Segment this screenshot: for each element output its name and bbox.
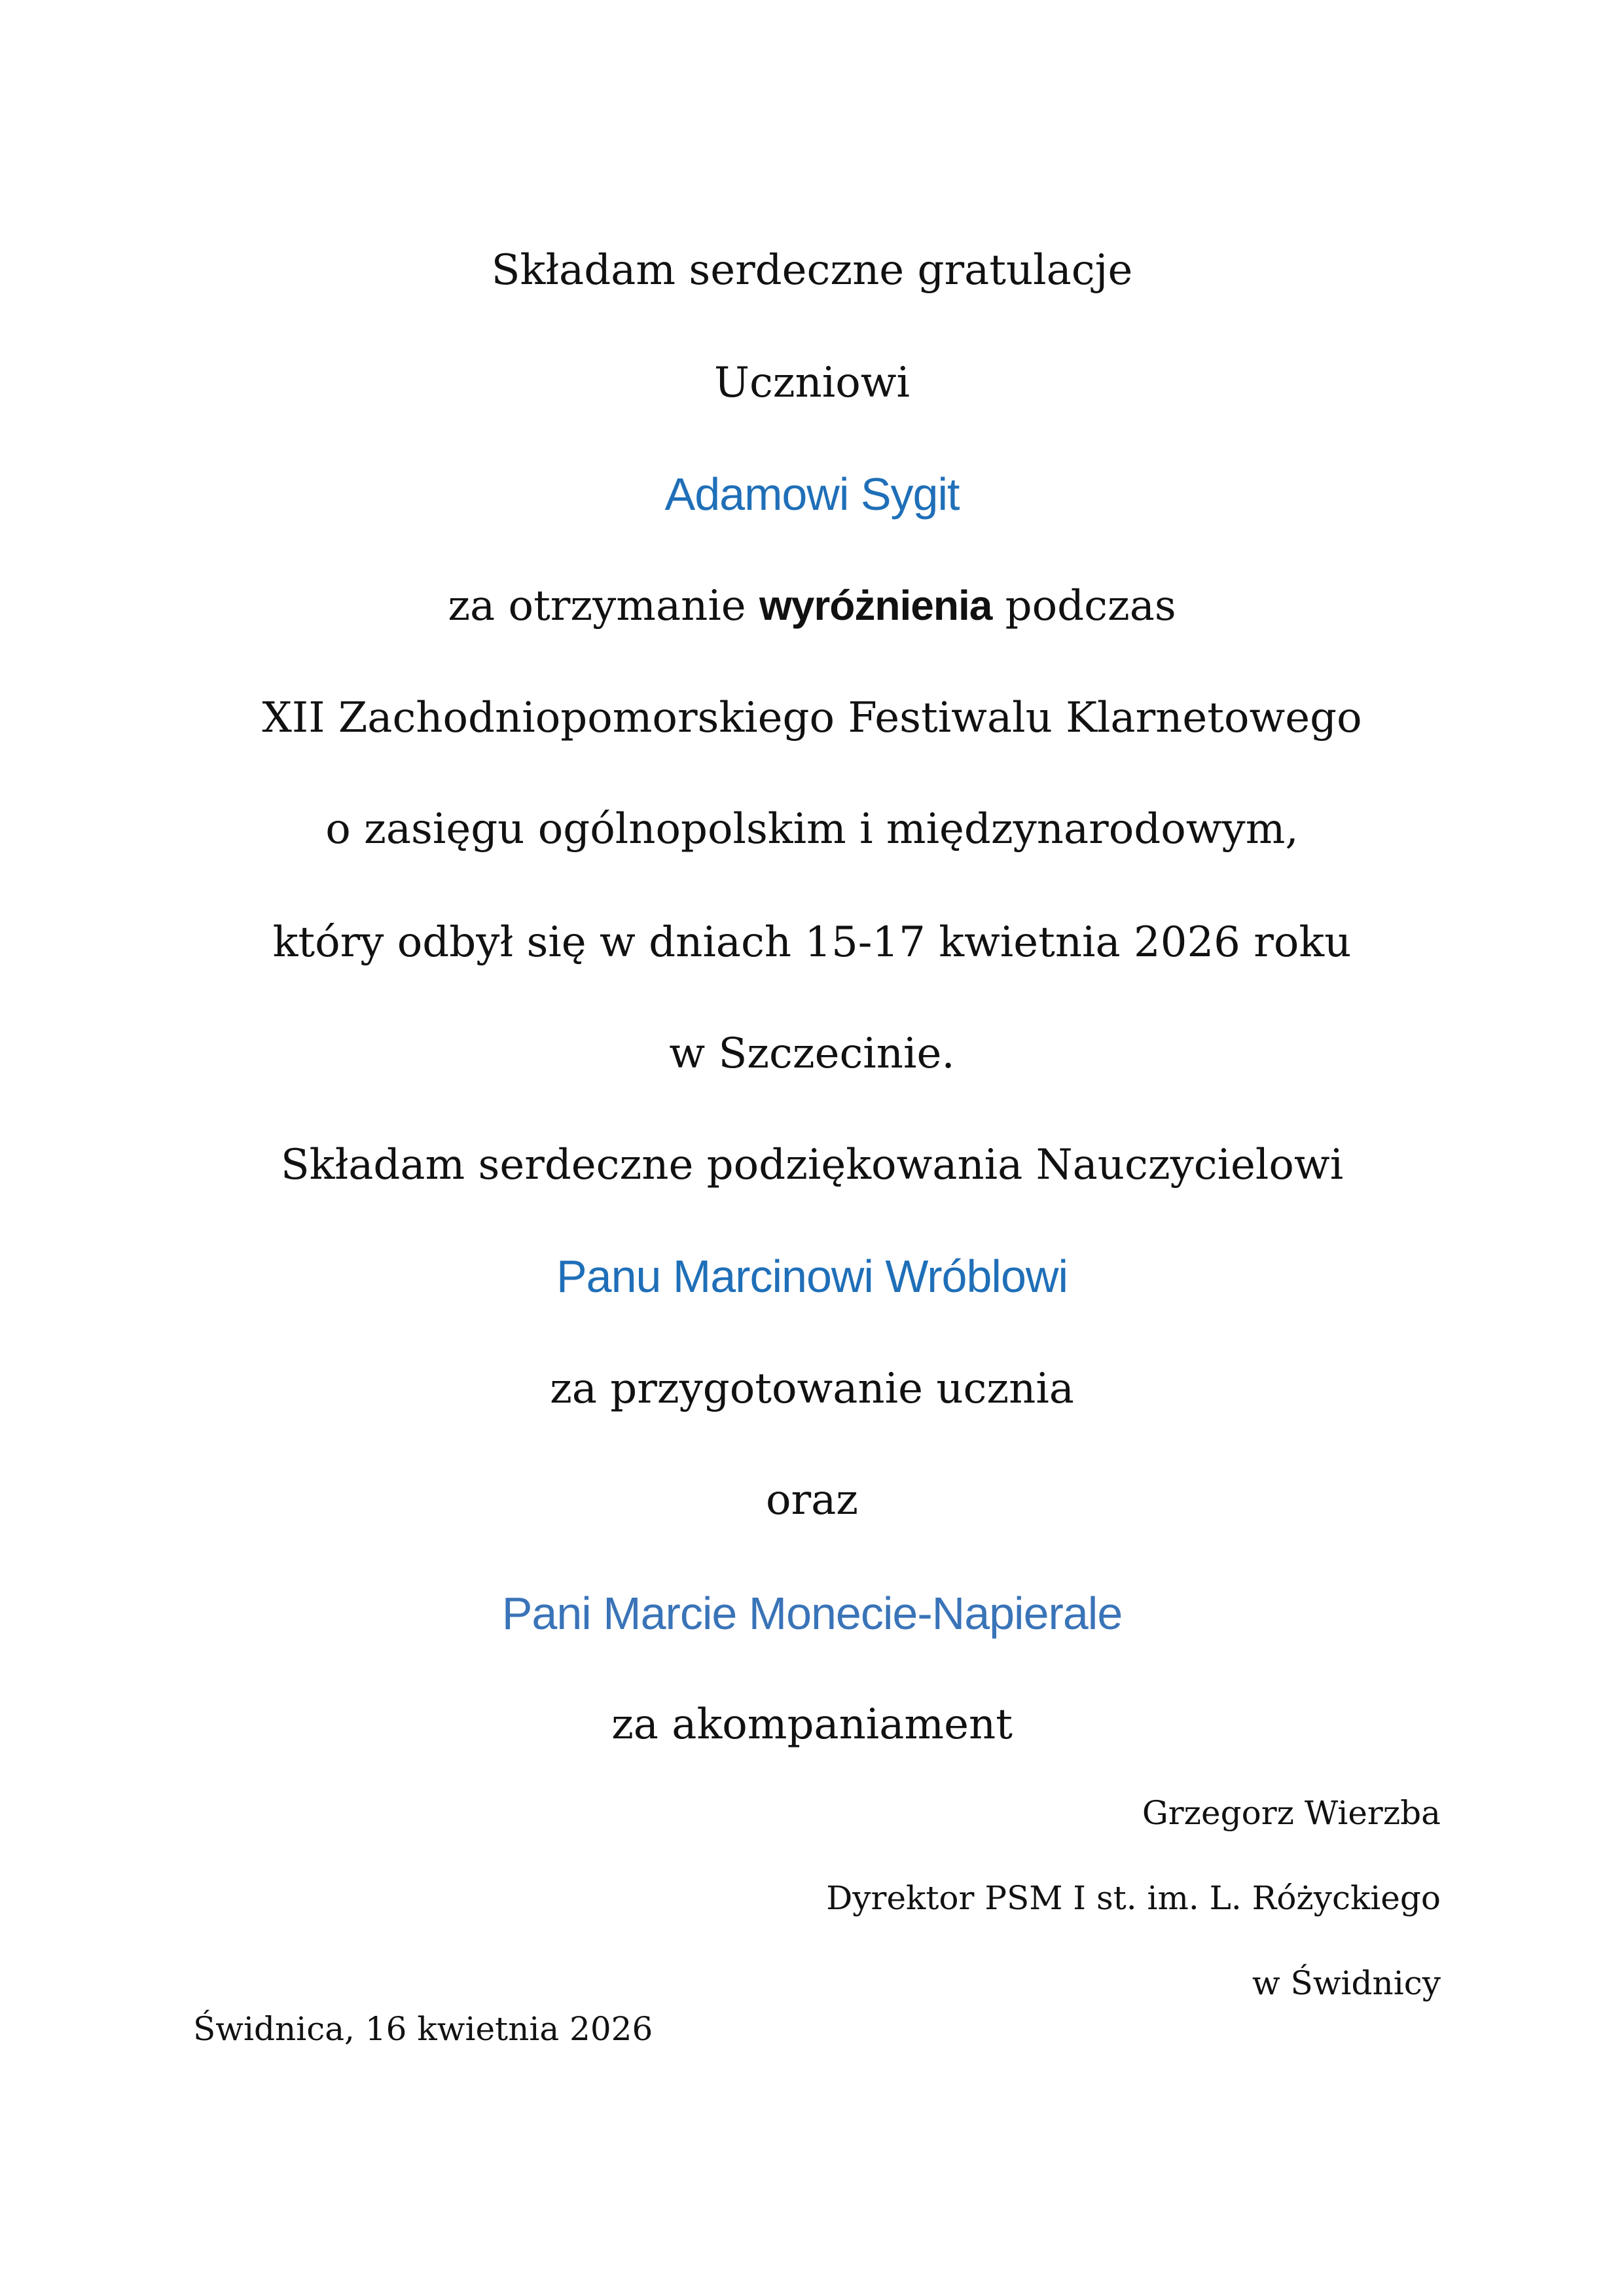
award-line [0,576,1624,636]
teacher-name: Panu Marcinowi Wróblowi [556,1251,1068,1302]
scope-line: o zasięgu ogólnopolskim i międzynarodowym, [325,805,1299,853]
award-bold: wyróżnienia [759,582,992,629]
preparation-line: za przygotowanie ucznia [550,1365,1074,1413]
place-date: Świdnica, 16 kwietnia 2026 [193,2010,653,2048]
accompanist-name: Pani Marcie Monecie-Napierale [501,1588,1123,1639]
city-line: w Szczecinie. [669,1030,955,1078]
student-intro-line: Uczniowi [714,359,910,407]
student-name: Adamowi Sygit [664,469,960,520]
thanks-line: Składam serdeczne podziękowania Nauczycielowi [280,1141,1344,1189]
signature-name: Grzegorz Wierzba [1142,1794,1441,1832]
award-suffix: podczas [1005,582,1176,630]
accompaniment-line: za akompaniament [611,1700,1013,1749]
signature-title: Dyrektor PSM I st. im. L. Różyckiego [826,1879,1441,1917]
festival-line: XII Zachodniopomorskiego Festiwalu Klarnetowego [262,694,1362,742]
award-prefix: za otrzymanie [448,582,746,630]
dates-line: który odbył się w dniach 15-17 kwietnia 2026 roku [272,918,1352,967]
congratulations-line: Składam serdeczne gratulacje [491,246,1133,295]
and-line: oraz [766,1476,858,1524]
signature-location: w Świdnicy [1252,1964,1441,2002]
